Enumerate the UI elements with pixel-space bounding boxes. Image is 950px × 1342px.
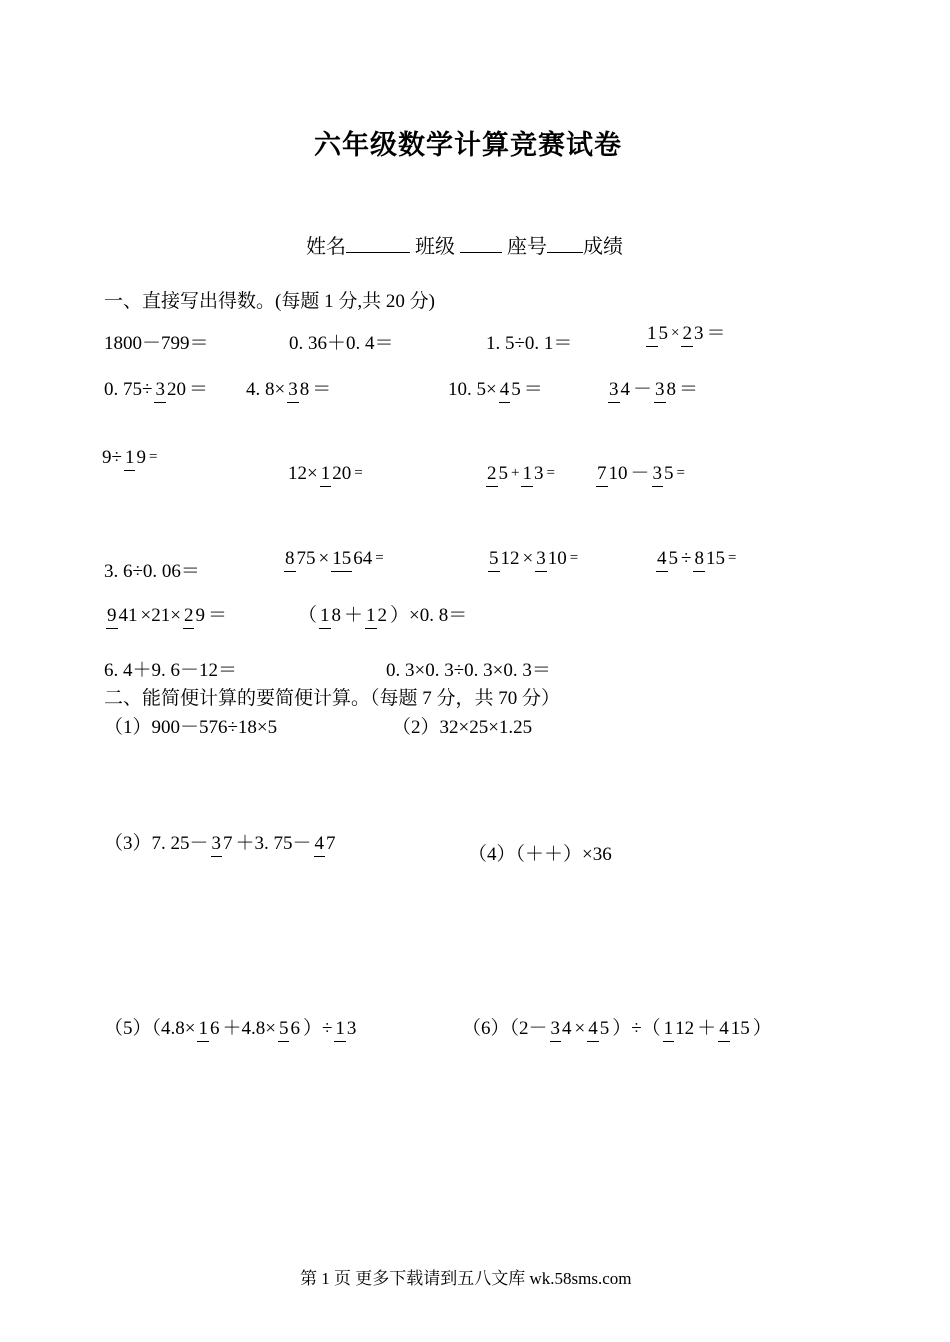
question-3: 1. 5÷0. 1＝ xyxy=(486,333,573,354)
problem-1: （1）900－576÷18×5 xyxy=(104,717,278,738)
question-5: 0. 75÷ 3 20 ＝ xyxy=(104,376,208,403)
page-title: 六年级数学计算竞赛试卷 xyxy=(314,130,622,160)
question-16: 4 5 ÷ 8 15 = xyxy=(654,545,736,572)
question-19: 6. 4＋9. 6－12＝ xyxy=(104,660,238,681)
section1-heading: 一、直接写出得数。(每题 1 分,共 20 分) xyxy=(104,291,435,312)
question-9: 9÷ 1 9 = xyxy=(102,444,157,471)
question-4: 1 5 × 2 3 ＝ xyxy=(644,320,725,347)
question-15: 5 12 × 3 10 = xyxy=(486,545,578,572)
question-14: 8 75 × 15 64 = xyxy=(282,545,384,572)
question-8: 3 4 － 3 8 ＝ xyxy=(606,376,698,403)
problem-2: （2）32×25×1.25 xyxy=(392,717,533,738)
problem-6: （6）（2－ 3 4 × 4 5 ）÷（ 1 12 ＋ 4 15 ） xyxy=(462,1015,772,1042)
score-label: 成绩 xyxy=(583,236,623,258)
name-label: 姓名 xyxy=(306,236,346,258)
question-20: 0. 3×0. 3÷0. 3×0. 3＝ xyxy=(386,660,551,681)
class-label: 班级 xyxy=(415,236,455,258)
problem-4: （4）（＋＋）×36 xyxy=(468,844,612,865)
problem-3: （3）7. 25－ 3 7 ＋3. 75－ 4 7 xyxy=(104,830,339,857)
page-footer: 第 1 页 更多下载请到五八文库 wk.58sms.com xyxy=(300,1269,632,1288)
question-18: （ 1 8 ＋ 1 2 ）×0. 8＝ xyxy=(298,602,467,629)
question-17: 9 41 ×21× 2 9 ＝ xyxy=(104,602,227,629)
student-info-line xyxy=(306,234,623,257)
seat-blank[interactable] xyxy=(547,234,583,253)
question-10: 12× 1 20 = xyxy=(288,460,363,487)
name-blank[interactable] xyxy=(346,234,410,253)
question-13: 3. 6÷0. 06＝ xyxy=(104,561,200,582)
question-6: 4. 8× 3 8 ＝ xyxy=(246,376,331,403)
question-2: 0. 36＋0. 4＝ xyxy=(289,333,394,354)
question-1: 1800－799＝ xyxy=(104,333,209,354)
question-12: 7 10 － 3 5 = xyxy=(594,460,685,487)
class-blank[interactable] xyxy=(460,234,502,253)
question-11: 2 5 + 1 3 = xyxy=(484,460,555,487)
problem-5: （5）（4.8× 1 6 ＋4.8× 5 6 ）÷ 1 3 xyxy=(104,1015,359,1042)
section2-heading: 二、能简便计算的要简便计算。（每题 7 分，共 70 分） xyxy=(104,688,561,709)
seat-label: 座号 xyxy=(507,236,547,258)
question-7: 10. 5× 4 5 ＝ xyxy=(448,376,543,403)
